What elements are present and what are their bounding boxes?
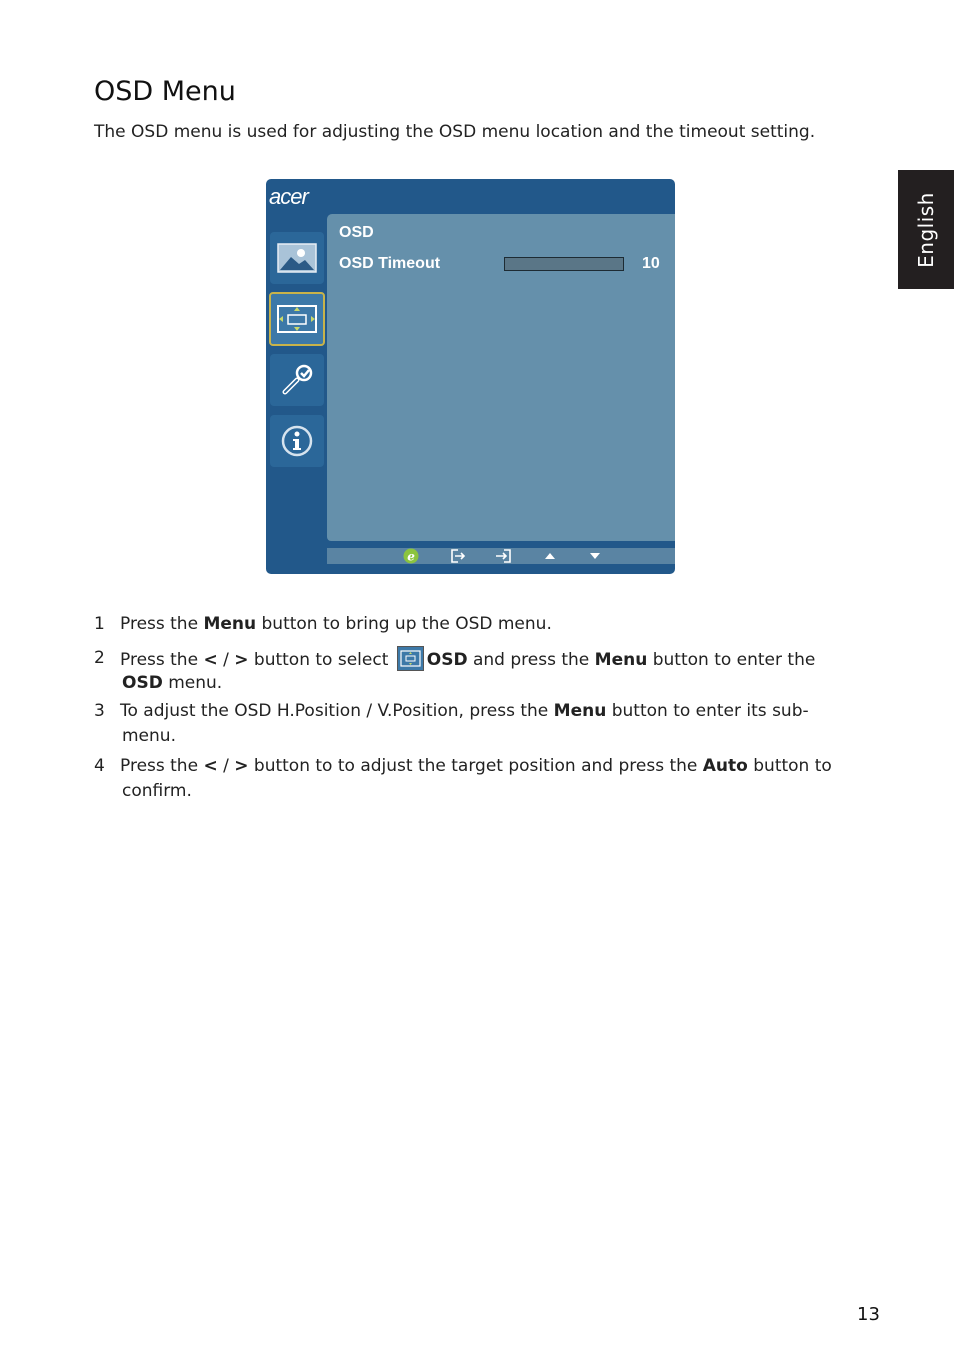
osd-section-title: OSD (339, 224, 374, 241)
svg-text:e: e (407, 549, 415, 564)
right-arrow-symbol: > (234, 756, 249, 776)
osd-timeout-slider[interactable] (504, 257, 624, 271)
up-arrow-icon[interactable] (540, 548, 560, 564)
osd-screenshot (266, 179, 675, 574)
language-tab-label: English (914, 191, 938, 268)
step-number: 3 (94, 701, 105, 721)
auto-button-ref: Auto (702, 756, 748, 776)
step-number: 4 (94, 756, 105, 776)
step-number: 2 (94, 648, 105, 668)
info-icon (280, 424, 314, 458)
sidebar-item-picture[interactable] (270, 232, 324, 284)
menu-button-ref: Menu (553, 701, 607, 721)
osd-footer-bar (327, 548, 675, 564)
left-arrow-symbol: < (203, 756, 218, 776)
osd-timeout-value: 10 (642, 255, 660, 272)
picture-icon (277, 243, 317, 273)
exit-icon[interactable] (449, 548, 469, 564)
acer-logo-text: acer (269, 187, 308, 209)
osd-position-icon (277, 303, 317, 335)
settings-icon (279, 362, 315, 398)
menu-button-ref: Menu (594, 650, 648, 670)
acer-logo (268, 187, 324, 209)
e-icon[interactable] (401, 548, 421, 564)
step-number: 1 (94, 614, 105, 634)
left-arrow-symbol: < (203, 650, 218, 670)
enter-icon[interactable] (493, 548, 513, 564)
osd-timeout-label[interactable]: OSD Timeout (339, 255, 441, 272)
sidebar-item-osd[interactable] (269, 292, 325, 346)
right-arrow-symbol: > (234, 650, 249, 670)
intro-paragraph: The OSD menu is used for adjusting the OSD menu location and the timeout setting. (94, 122, 816, 142)
language-tab (898, 170, 954, 289)
down-arrow-icon[interactable] (585, 548, 605, 564)
menu-button-ref: Menu (203, 614, 257, 634)
osd-menu-panel (327, 214, 675, 541)
osd-position-icon (397, 646, 424, 671)
page-number: 13 (857, 1304, 880, 1325)
sidebar-item-settings[interactable] (270, 354, 324, 406)
page-title: OSD Menu (94, 76, 236, 107)
sidebar-item-info[interactable] (270, 415, 324, 467)
